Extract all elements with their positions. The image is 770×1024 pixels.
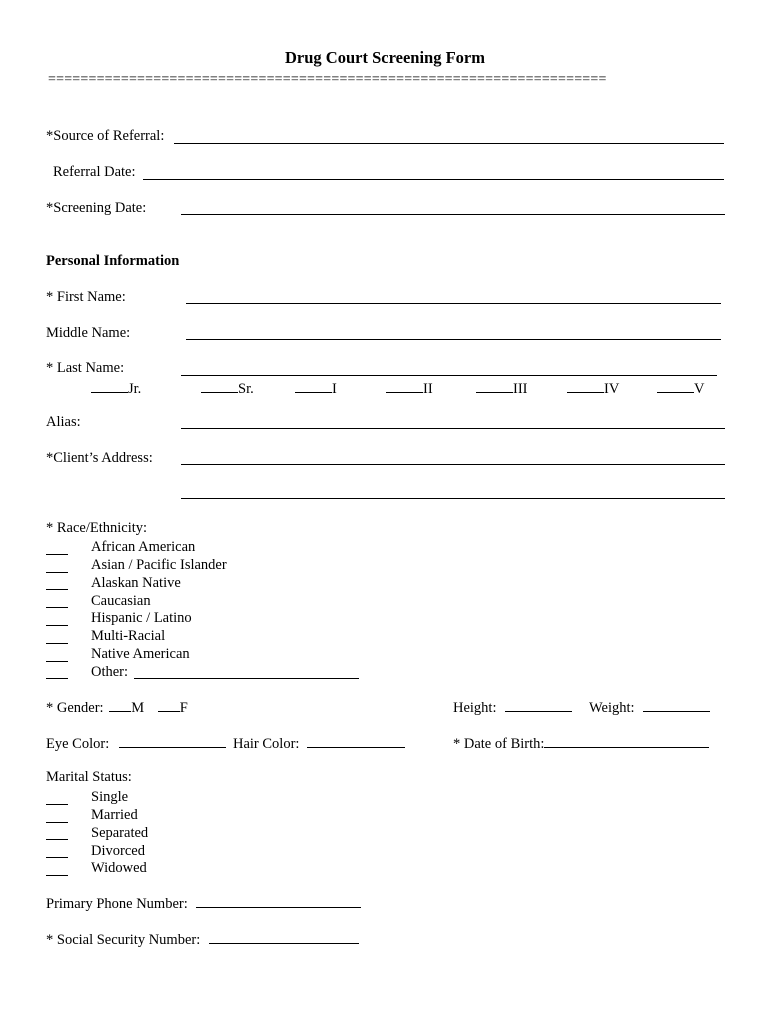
suffix-ii-label: II <box>423 381 433 397</box>
first-name-field[interactable] <box>186 303 721 304</box>
gender-m-blank[interactable] <box>109 699 131 712</box>
date-of-birth-field[interactable] <box>544 735 709 748</box>
marital-option-label: Divorced <box>91 842 145 859</box>
marital-status-heading: Marital Status: <box>46 769 132 785</box>
race-option-checkbox[interactable] <box>46 542 68 555</box>
suffix-jr[interactable] <box>91 380 141 397</box>
screening-date-label: *Screening Date: <box>46 200 147 216</box>
race-option-label: Hispanic / Latino <box>91 610 192 627</box>
gender-row <box>46 699 188 716</box>
height-field[interactable] <box>505 699 572 712</box>
marital-option-married[interactable] <box>46 805 148 823</box>
referral-date-label: Referral Date: <box>53 164 136 180</box>
client-address-field-line-2[interactable] <box>181 498 725 499</box>
race-option-checkbox[interactable] <box>46 631 68 644</box>
form-title: Drug Court Screening Form <box>285 48 485 67</box>
date-of-birth-row <box>453 735 709 752</box>
race-option-label: African American <box>91 539 196 556</box>
hair-color-label: Hair Color: <box>233 736 300 752</box>
race-option-label: Other: <box>91 663 129 680</box>
suffix-iv-label: IV <box>604 381 620 397</box>
suffix-i[interactable] <box>295 380 337 397</box>
suffix-iii-label: III <box>513 381 528 397</box>
suffix-v-blank[interactable] <box>657 380 694 393</box>
suffix-iv-blank[interactable] <box>567 380 604 393</box>
first-name-label: * First Name: <box>46 289 126 305</box>
race-option-alaskan-native[interactable] <box>46 573 359 591</box>
suffix-ii[interactable] <box>386 380 433 397</box>
height-row <box>453 699 572 716</box>
marital-option-label: Widowed <box>91 860 147 877</box>
suffix-v-label: V <box>694 381 705 397</box>
suffix-i-blank[interactable] <box>295 380 332 393</box>
marital-option-label: Single <box>91 789 129 806</box>
suffix-ii-blank[interactable] <box>386 380 423 393</box>
race-option-checkbox[interactable] <box>46 560 68 573</box>
last-name-label: * Last Name: <box>46 360 125 376</box>
eye-color-label: Eye Color: <box>46 736 110 752</box>
race-ethnicity-list <box>46 537 359 679</box>
race-option-checkbox[interactable] <box>46 666 68 679</box>
suffix-v[interactable] <box>657 380 704 397</box>
gender-f-label: F <box>179 700 188 716</box>
marital-option-checkbox[interactable] <box>46 863 68 876</box>
last-name-field[interactable] <box>181 375 717 376</box>
race-other-field[interactable] <box>134 666 359 679</box>
hair-color-row <box>233 735 405 752</box>
marital-option-checkbox[interactable] <box>46 845 68 858</box>
race-option-hispanic-latino[interactable] <box>46 608 359 626</box>
race-option-label: Asian / Pacific Islander <box>91 557 227 574</box>
race-option-multi-racial[interactable] <box>46 626 359 644</box>
suffix-jr-label: Jr. <box>128 381 142 397</box>
marital-status-list <box>46 787 148 876</box>
suffix-sr-blank[interactable] <box>201 380 238 393</box>
race-option-checkbox[interactable] <box>46 595 68 608</box>
referral-date-field[interactable] <box>143 179 724 180</box>
suffix-sr-label: Sr. <box>238 381 254 397</box>
weight-row <box>589 699 710 716</box>
race-option-label: Multi-Racial <box>91 628 166 645</box>
race-option-checkbox[interactable] <box>46 613 68 626</box>
suffix-iii-blank[interactable] <box>476 380 513 393</box>
ssn-label: * Social Security Number: <box>46 932 201 948</box>
race-ethnicity-heading: * Race/Ethnicity: <box>46 520 148 536</box>
race-option-caucasian[interactable] <box>46 590 359 608</box>
ssn-row <box>46 931 359 948</box>
marital-option-separated[interactable] <box>46 823 148 841</box>
height-label: Height: <box>453 700 497 716</box>
primary-phone-label: Primary Phone Number: <box>46 896 188 912</box>
alias-label: Alias: <box>46 414 81 430</box>
marital-option-checkbox[interactable] <box>46 810 68 823</box>
race-option-label: Alaskan Native <box>91 574 181 591</box>
suffix-iii[interactable] <box>476 380 528 397</box>
marital-option-divorced[interactable] <box>46 840 148 858</box>
race-option-african-american[interactable] <box>46 537 359 555</box>
primary-phone-field[interactable] <box>196 895 361 908</box>
marital-option-widowed[interactable] <box>46 858 148 876</box>
gender-m-label: M <box>131 700 145 716</box>
suffix-sr[interactable] <box>201 380 254 397</box>
marital-option-single[interactable] <box>46 787 148 805</box>
primary-phone-row <box>46 895 361 912</box>
race-option-asian-pacific-islander[interactable] <box>46 555 359 573</box>
hair-color-field[interactable] <box>307 735 405 748</box>
eye-color-row <box>46 735 226 752</box>
gender-f-blank[interactable] <box>158 699 180 712</box>
personal-information-heading: Personal Information <box>46 253 180 269</box>
middle-name-label: Middle Name: <box>46 325 131 341</box>
screening-date-field[interactable] <box>181 214 725 215</box>
source-of-referral-field[interactable] <box>174 143 724 144</box>
source-of-referral-label: *Source of Referral: <box>46 128 165 144</box>
ssn-field[interactable] <box>209 931 359 944</box>
alias-field[interactable] <box>181 428 725 429</box>
marital-option-checkbox[interactable] <box>46 827 68 840</box>
date-of-birth-label: * Date of Birth: <box>453 736 545 752</box>
marital-option-checkbox[interactable] <box>46 792 68 805</box>
suffix-jr-blank[interactable] <box>91 380 128 393</box>
marital-option-label: Married <box>91 807 138 824</box>
weight-label: Weight: <box>589 700 635 716</box>
gender-label: * Gender: <box>46 700 104 716</box>
race-option-other[interactable] <box>46 662 359 680</box>
weight-field[interactable] <box>643 699 710 712</box>
eye-color-field[interactable] <box>119 735 226 748</box>
suffix-i-label: I <box>332 381 337 397</box>
race-option-checkbox[interactable] <box>46 577 68 590</box>
race-option-native-american[interactable] <box>46 644 359 662</box>
race-option-label: Native American <box>91 646 190 663</box>
race-option-label: Caucasian <box>91 592 151 609</box>
marital-option-label: Separated <box>91 824 149 841</box>
race-option-checkbox[interactable] <box>46 649 68 662</box>
middle-name-field[interactable] <box>186 339 721 340</box>
title-divider: ===================================================================== <box>48 72 607 87</box>
suffix-iv[interactable] <box>567 380 619 397</box>
client-address-field-line-1[interactable] <box>181 464 725 465</box>
client-address-label: *Client’s Address: <box>46 450 153 466</box>
